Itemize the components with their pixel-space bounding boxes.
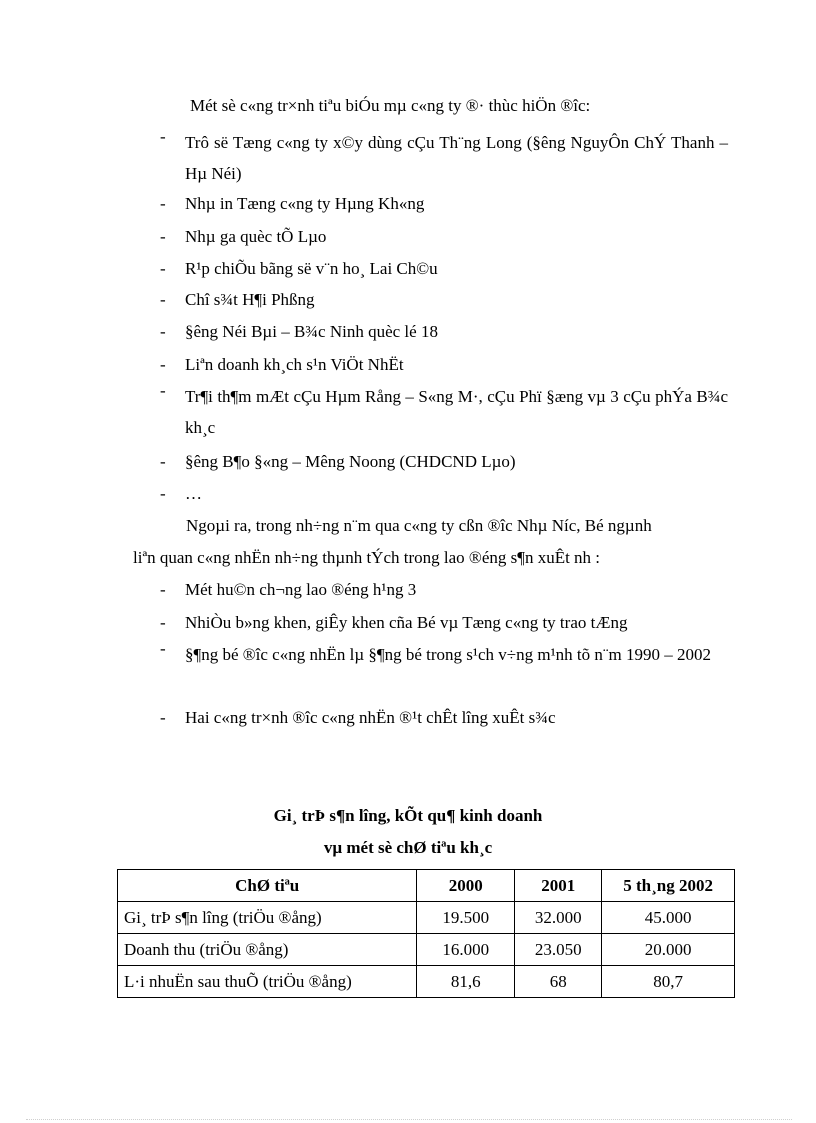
paragraph-line-1: Ngoµi ra, trong nh÷ng n¨m qua c«ng ty cßn ®îc Nhµ Níc, Bé ngµnh (186, 516, 652, 535)
bullet-dash: - (160, 708, 166, 727)
bullet-dash: - (160, 639, 166, 658)
table-row (118, 934, 735, 966)
list-item-text: … (185, 484, 202, 503)
table-cell: Gi¸ trÞ s¶n lîng (triÖu ®ång) (118, 902, 417, 934)
table-row (118, 966, 735, 998)
list-item-text: Trô së Tæng c«ng ty x©y dùng cÇu Th¨ng Long (§êng NguyÔn ChÝ Thanh – Hµ Néi) (185, 133, 728, 183)
list-item-text: Mét hu©n ch¬ng lao ®éng h¹ng 3 (185, 580, 417, 599)
intro-line: Mét sè c«ng tr×nh tiªu biÓu mµ c«ng ty ®· thùc hiÖn ®îc: (190, 96, 591, 115)
table-cell: 19.500 (417, 902, 515, 934)
table-cell: Doanh thu (triÖu ®ång) (118, 934, 417, 966)
bullet-dash: - (160, 127, 166, 146)
list-item-text: Tr¶i th¶m mÆt cÇu Hµm Rång – S«ng M·, cÇu Phï §æng vµ 3 cÇu phÝa B¾c kh¸c (185, 387, 728, 437)
table-cell: L·i nhuËn sau thuÕ (triÖu ®ång) (118, 966, 417, 998)
list-item-text: Liªn doanh kh¸ch s¹n ViÖt NhËt (185, 355, 404, 374)
bullet-dash: - (160, 381, 166, 400)
table-title-line-1: Gi¸ trÞ s¶n lîng, kÕt qu¶ kinh doanh (273, 806, 543, 825)
table-cell: 80,7 (602, 966, 735, 998)
page-bottom-divider (26, 1119, 792, 1120)
list-item-text: Chî s¾t H¶i Phßng (185, 290, 315, 309)
list-item-text: R¹p chiÕu bãng së v¨n ho¸ Lai Ch©u (185, 259, 438, 278)
bullet-dash: - (160, 484, 166, 503)
bullet-dash: - (160, 227, 166, 246)
list-item-text: Hai c«ng tr×nh ®îc c«ng nhËn ®¹t chÊt lîng xuÊt s¾c (185, 708, 556, 727)
table-cell: 68 (515, 966, 602, 998)
column-header: 5 th¸ng 2002 (602, 870, 735, 902)
stats-table (117, 869, 735, 998)
bullet-dash: - (160, 580, 166, 599)
bullet-dash: - (160, 452, 166, 471)
list-item-text: NhiÒu b»ng khen, giÊy khen cña Bé vµ Tæng c«ng ty trao tÆng (185, 613, 628, 632)
column-header: 2001 (515, 870, 602, 902)
bullet-dash: - (160, 290, 166, 309)
column-header: ChØ tiªu (118, 870, 417, 902)
bullet-dash: - (160, 322, 166, 341)
bullet-dash: - (160, 194, 166, 213)
column-header: 2000 (417, 870, 515, 902)
table-cell: 20.000 (602, 934, 735, 966)
table-header-row (118, 870, 735, 902)
bullet-dash: - (160, 259, 166, 278)
paragraph-line-2: liªn quan c«ng nhËn nh÷ng thµnh tÝch trong lao ®éng s¶n xuÊt nh : (133, 548, 601, 567)
list-item-text: §êng B¶o §«ng – Mêng Noong (CHDCND Lµo) (185, 452, 516, 471)
table-title-line-2: vµ mét sè chØ tiªu kh¸c (323, 838, 493, 857)
table-cell: 23.050 (515, 934, 602, 966)
table-cell: 81,6 (417, 966, 515, 998)
table-cell: 16.000 (417, 934, 515, 966)
list-item-text: Nhµ in Tæng c«ng ty Hµng Kh«ng (185, 194, 425, 213)
list-item-text: Nhµ ga quèc tÕ Lµo (185, 227, 327, 246)
bullet-dash: - (160, 613, 166, 632)
bullet-dash: - (160, 355, 166, 374)
list-item-text: §êng Néi Bµi – B¾c Ninh quèc lé 18 (185, 322, 438, 341)
table-cell: 45.000 (602, 902, 735, 934)
table-row (118, 902, 735, 934)
table-cell: 32.000 (515, 902, 602, 934)
list-item-text: §¶ng bé ®îc c«ng nhËn lµ §¶ng bé trong s¹ch v÷ng m¹nh tõ n¨m 1990 – 2002 (185, 645, 712, 664)
